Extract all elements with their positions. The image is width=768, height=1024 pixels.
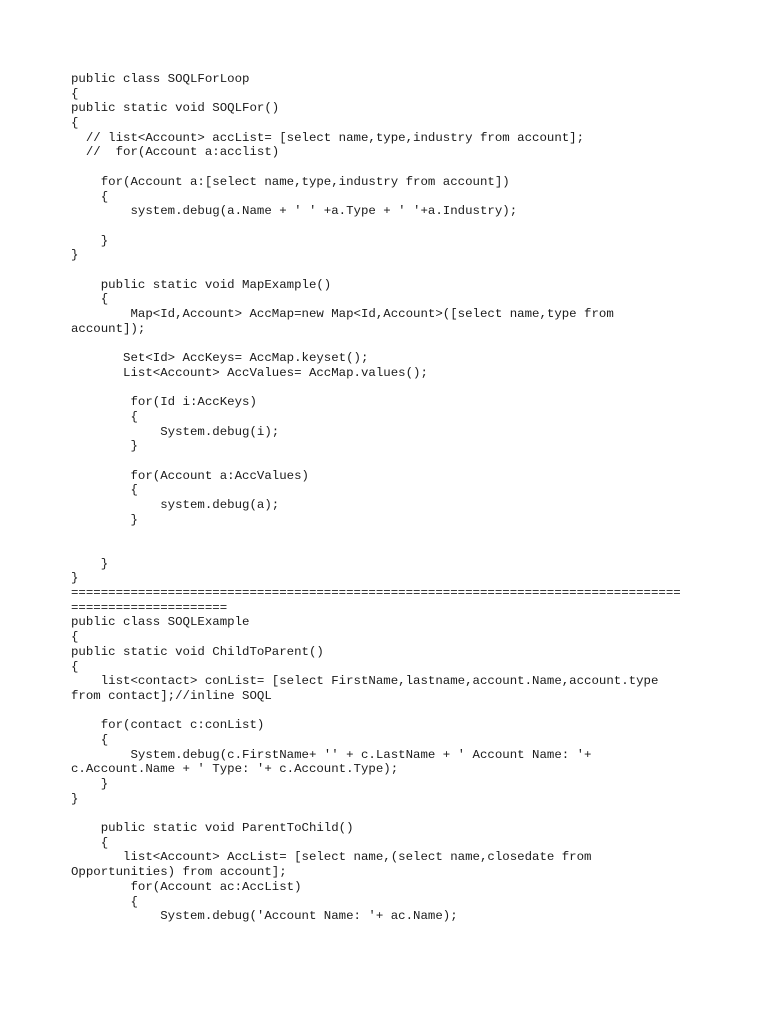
code-line: for(contact c:conList) [71,718,265,733]
code-line: public static void ChildToParent() [71,644,324,659]
code-line: for(Id i:AccKeys) [71,395,257,410]
code-line: list<contact> conList= [select FirstName,lastname,account.Name,account.type [71,674,659,689]
code-line: } [71,556,109,571]
code-line [71,380,711,395]
code-line: public static void SOQLFor() [71,101,280,116]
code-line [71,336,711,351]
code-line: Set<Id> AccKeys= AccMap.keyset(); [71,351,369,366]
code-line: account]); [71,321,146,336]
code-line: } [71,512,138,527]
code-line [71,542,711,557]
code-line: System.debug('Account Name: '+ ac.Name); [71,909,458,924]
code-line: { [71,732,109,747]
code-line [71,219,711,234]
code-line: } [71,777,109,791]
code-line: ================================================================================== [71,586,681,601]
code-line: public static void MapExample() [71,277,332,292]
code-line: for(Account a:AccValues) [71,468,309,483]
code-line: { [71,86,79,101]
code-line [71,704,711,719]
code-line [71,454,711,469]
code-line: } [71,791,79,806]
code-line: for(Account a:[select name,type,industry from account]) [71,174,510,189]
code-line: System.debug(i); [71,424,280,439]
code-line: for(Account ac:AccList) [71,879,302,894]
code-line [71,806,711,821]
code-line: } [71,248,79,263]
code-line: Opportunities) from account]; [71,865,287,880]
code-line [71,263,711,278]
code-line: public static void ParentToChild() [71,821,354,836]
code-line: system.debug(a); [71,497,280,512]
code-line: c.Account.Name + ' Type: '+ c.Account.Type); [71,762,399,777]
code-listing [71,72,711,924]
code-line: { [71,292,109,307]
code-line: } [71,439,138,454]
code-line: { [71,409,138,424]
code-line: List<Account> AccValues= AccMap.values(); [71,365,428,380]
code-line: { [71,116,79,131]
code-line: } [71,233,109,248]
code-line: Map<Id,Account> AccMap=new Map<Id,Account>([select name,type from [71,307,614,321]
code-line: { [71,894,138,909]
code-line: // list<Account> accList= [select name,type,industry from account]; [71,130,585,145]
code-line: ===================== [71,600,228,615]
code-line: } [71,571,79,586]
code-line: from contact];//inline SOQL [71,688,272,703]
code-line: system.debug(a.Name + ' ' +a.Type + ' '+a.Industry); [71,204,518,219]
code-line: list<Account> AccList= [select name,(select name,closedate from [71,850,592,865]
code-line: public class SOQLForLoop [71,72,250,86]
code-line: System.debug(c.FirstName+ '' + c.LastName + ' Account Name: '+ [71,747,592,762]
code-line: { [71,189,109,204]
code-line [71,160,711,175]
code-line: { [71,483,138,498]
code-line [71,527,711,542]
code-line: // for(Account a:acclist) [71,145,280,160]
code-line: { [71,835,109,850]
code-line: { [71,630,79,645]
code-line: public class SOQLExample [71,615,250,630]
code-line: { [71,659,79,674]
